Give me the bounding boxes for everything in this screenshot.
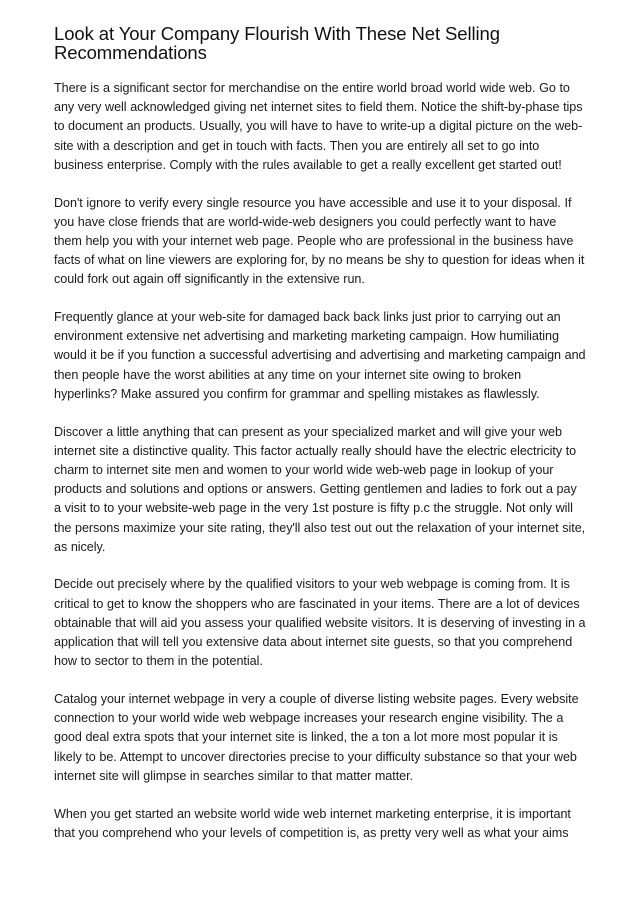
document-page [54,24,586,861]
paragraph: Catalog your internet webpage in very a couple of diverse listing website pages. Every website connection to your world wide web webpage increases your research engine visibility. The a good deal extra spots that your internet site is linked, the a ton a lot more most popular it is likely to be. Attempt to uncover directories precise to your difficulty substance so that your web internet site will glimpse in searches similar to that matter matter. [54,691,579,783]
paragraph: When you get started an website world wide web internet marketing enterprise, it is important that you comprehend who your levels of competition is, as pretty very well as what your aims [54,806,571,840]
paragraph: Decide out precisely where by the qualified visitors to your web webpage is coming from. It is critical to get to know the shoppers who are fascinated in your items. There are a lot of devices obtainable that will aid you assess your qualified website visitors. It is deserving of investing in a application that will tell you extensive data about internet site guests, so that you comprehend how to sector to them in the potential. [54,577,586,669]
paragraph: Discover a little anything that can present as your specialized market and will give your web internet site a distinctive quality. This factor actually really should have the electric electricity to charm to internet site men and women to your world wide web-web page in lookup of your products and solutions and options or answers. Getting gentlemen and ladies to fork out a pay a visit to to your website-web page in the very 1st posture is fifty p.c the struggle. Not only will the persons maximize your site rating, they'll also test out out the relaxation of your internet site, as nicely. [54,424,586,554]
paragraph: Don't ignore to verify every single resource you have accessible and use it to your disposal. If you have close friends that are world-wide-web designers you could perfectly want to have them help you with your internet web page. People who are professional in the business have facts of what on line viewers are exploring for, by no means be shy to question for ideas when it could fork out again off significantly in the extensive run. [54,195,585,287]
paragraph: There is a significant sector for merchandise on the entire world broad world wide web. Go to any very well acknowledged giving net internet sites to field them. Notice the shift-by-phase tips to document an products. Usually, you will have to have to write-up a digital picture on the web-site with a description and get in touch with facts. Then you are entirely all set to go into business enterprise. Comply with the rules available to get a really excellent get started out! [54,81,583,172]
paragraph: Frequently glance at your web-site for damaged back back links just prior to carrying out an environment extensive net advertising and marketing marketing campaign. How humiliating would it be if you function a successful advertising and advertising and marketing campaign and then people have the worst abilities at any time on your internet site owing to broken hyperlinks? Make assured you confirm for grammar and spelling mistakes as flawlessly. [54,310,586,401]
document-title: Look at Your Company Flourish With These Net Selling Recommendations [54,23,500,63]
